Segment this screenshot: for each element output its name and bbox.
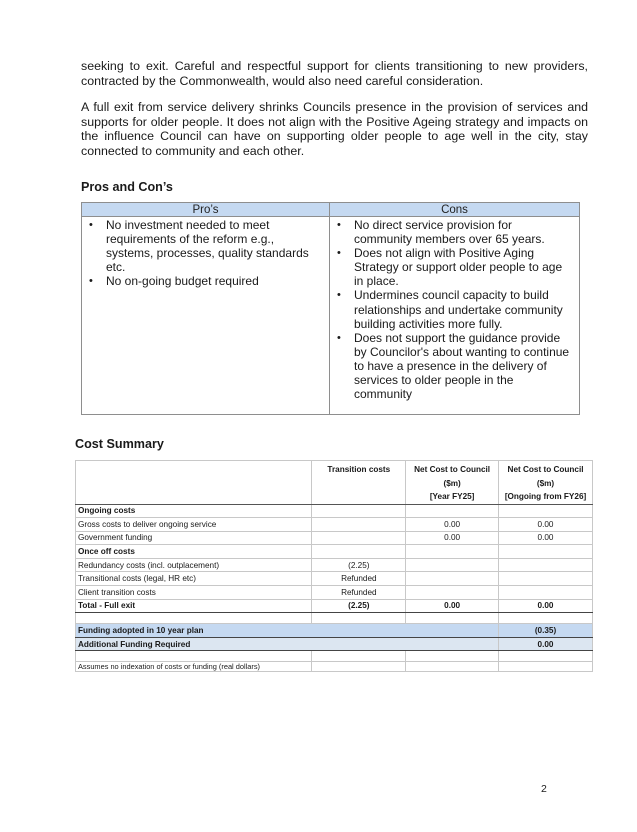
pros-list <box>82 218 329 288</box>
pros-cell <box>82 217 330 415</box>
section-label: Ongoing costs <box>76 504 312 518</box>
header-empty-cell <box>76 461 312 505</box>
bullet-icon: • <box>337 331 341 344</box>
bullet-icon: • <box>89 219 93 231</box>
bullet-icon: • <box>337 219 341 231</box>
row-label: Gross costs to deliver ongoing service <box>76 518 312 532</box>
table-row <box>76 545 593 559</box>
row-label: Total - Full exit <box>76 599 312 613</box>
table-row <box>76 558 593 572</box>
cons-list-item: • Undermines council capacity to build relationships and undertake community building activities more fully. <box>337 288 563 331</box>
cons-list-item: • No direct service provision for community members over 65 years. <box>337 218 545 247</box>
cons-list-item: • Does not align with Positive Aging Strategy or support older people to age in place. <box>337 246 563 289</box>
cell-value: 0.00 <box>499 599 593 613</box>
total-row <box>76 599 593 613</box>
pros-column-header: Pro’s <box>82 203 330 217</box>
cons-list-item: • Does not support the guidance provide by Councilor's about wanting to continue to have a presence in the delivery of services to older people in the community <box>337 330 570 402</box>
header-transition-costs: Transition costs <box>312 461 406 505</box>
page-number: 2 <box>541 783 547 795</box>
row-label: Redundancy costs (incl. outplacement) <box>76 558 312 572</box>
table-row <box>76 572 593 586</box>
cell-value: 0.00 <box>499 531 593 545</box>
intro-paragraph-2: A full exit from service delivery shrinks Councils presence in the provision of services and supports for older people. It does not align with the Positive Ageing strategy and impacts on the influence Council can have on supporting older people to age well in the city, stay connected to community and each other. <box>81 100 588 158</box>
cell-value: 0.00 <box>406 518 499 532</box>
cost-table-header-row <box>76 461 593 505</box>
table-row <box>76 504 593 518</box>
cell-value: 0.00 <box>406 531 499 545</box>
spacer-row <box>76 613 593 624</box>
cell-value: (0.35) <box>499 624 593 638</box>
table-row <box>76 586 593 600</box>
row-label: Funding adopted in 10 year plan <box>76 624 499 638</box>
pros-cons-heading: Pros and Con’s <box>81 180 173 194</box>
cell-value: (2.25) <box>312 558 406 572</box>
intro-paragraph-1: seeking to exit. Careful and respectful support for clients transitioning to new providers, contracted by the Commonwealth, would also need careful consideration. <box>81 59 588 88</box>
funding-row <box>76 624 593 638</box>
cons-list <box>330 218 579 401</box>
row-label: Government funding <box>76 531 312 545</box>
cons-column-header: Cons <box>330 203 580 217</box>
table-note: Assumes no indexation of costs or funding (real dollars) <box>76 662 312 672</box>
cons-cell <box>330 217 580 415</box>
cost-summary-table <box>75 460 593 672</box>
row-label: Additional Funding Required <box>76 637 499 651</box>
row-label: Client transition costs <box>76 586 312 600</box>
table-row <box>76 518 593 532</box>
bullet-icon: • <box>337 247 341 260</box>
pros-list-item: • No on-going budget required <box>89 274 259 289</box>
header-net-cost-fy25: Net Cost to Council ($m) [Year FY25] <box>406 461 499 505</box>
note-row <box>76 662 593 672</box>
spacer-row <box>76 651 593 662</box>
cell-value: 0.00 <box>499 518 593 532</box>
cell-value: Refunded <box>312 572 406 586</box>
cell-value: 0.00 <box>499 637 593 651</box>
pros-cons-table <box>81 202 580 415</box>
section-label: Once off costs <box>76 545 312 559</box>
header-net-cost-ongoing: Net Cost to Council ($m) [Ongoing from FY26] <box>499 461 593 505</box>
pros-list-item: • No investment needed to meet requirements of the reform e.g., systems, processes, quality standards etc. <box>89 218 309 275</box>
row-label: Transitional costs (legal, HR etc) <box>76 572 312 586</box>
table-row <box>76 531 593 545</box>
additional-funding-row <box>76 637 593 651</box>
bullet-icon: • <box>337 289 341 302</box>
cell-value: Refunded <box>312 586 406 600</box>
cost-summary-heading: Cost Summary <box>75 437 164 451</box>
cell-value: (2.25) <box>312 599 406 613</box>
cell-value: 0.00 <box>406 599 499 613</box>
bullet-icon: • <box>89 275 93 288</box>
